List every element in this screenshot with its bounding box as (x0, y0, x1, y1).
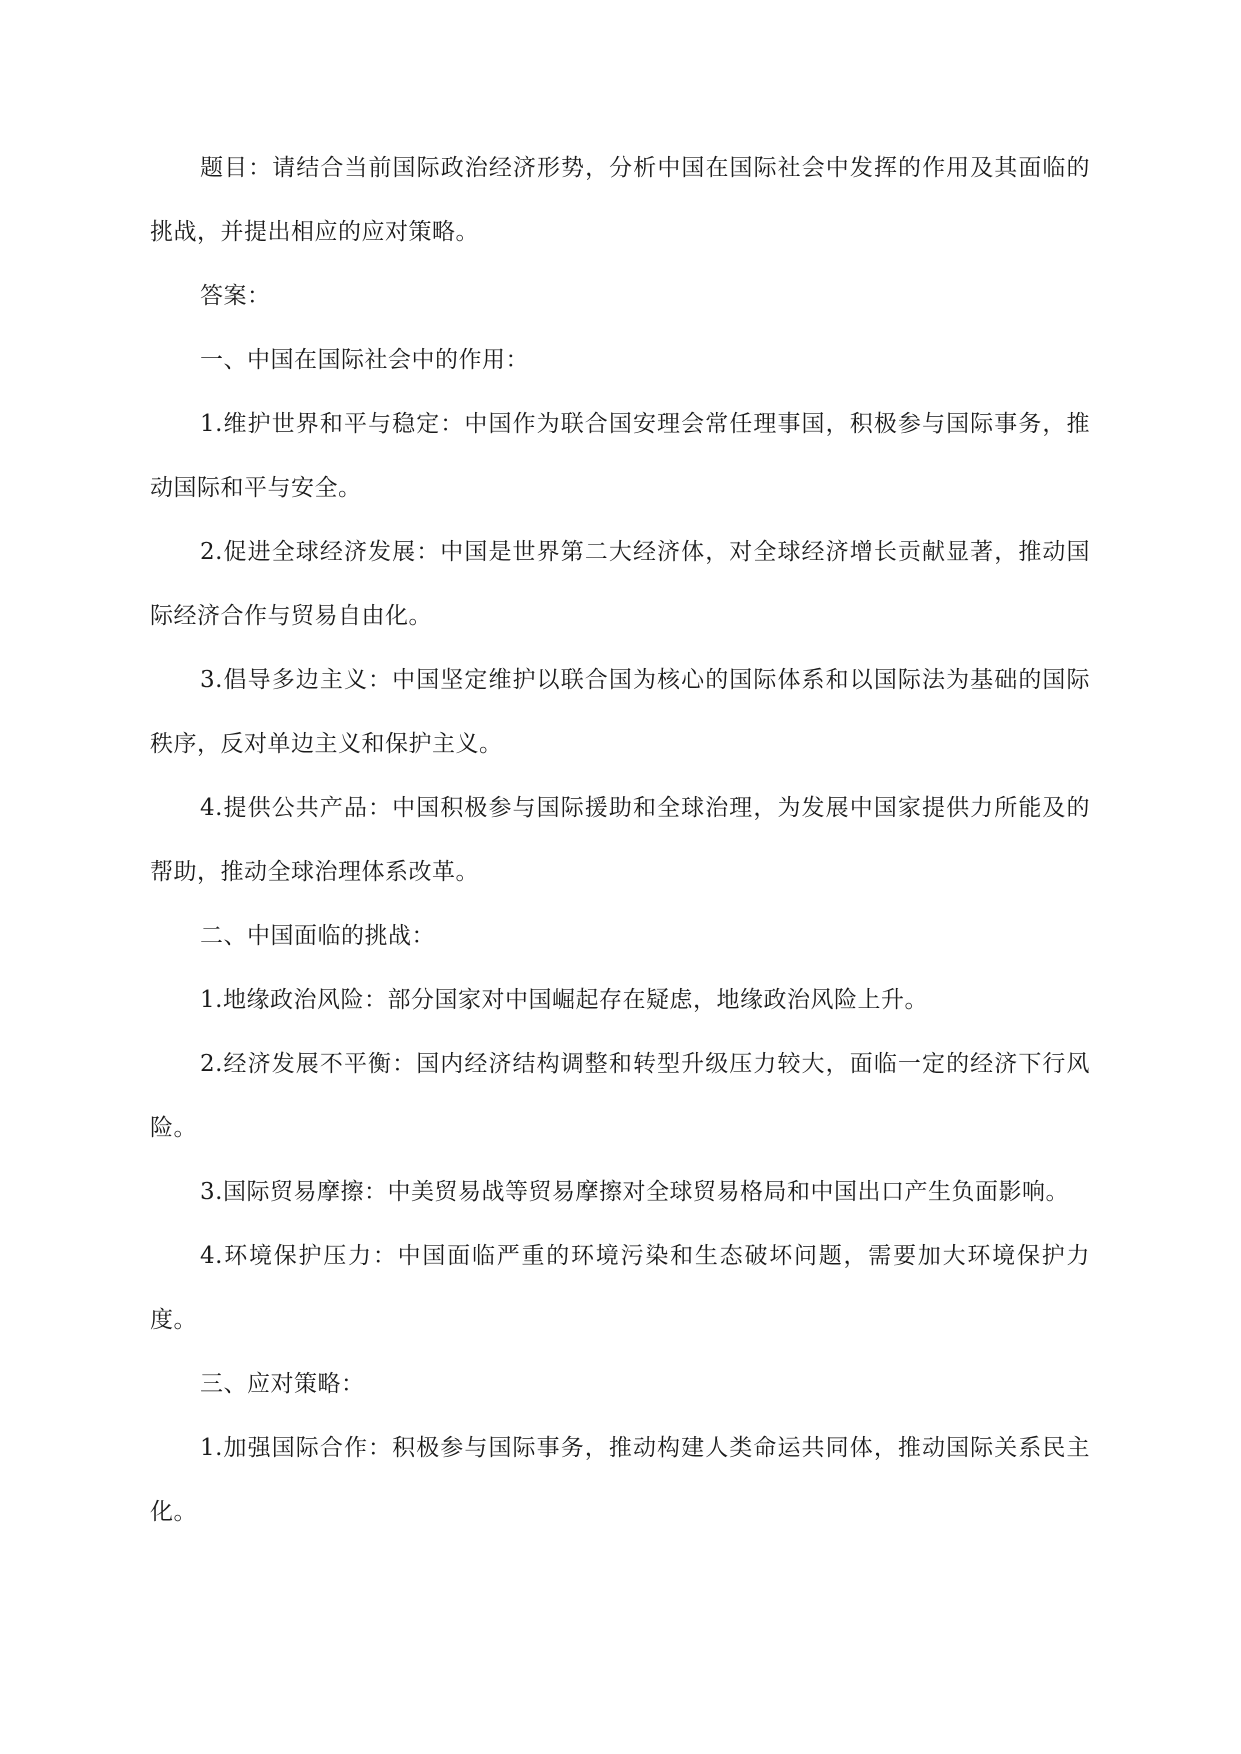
challenges-item-3: 3.国际贸易摩擦：中美贸易战等贸易摩擦对全球贸易格局和中国出口产生负面影响。 (200, 1179, 1069, 1205)
section-heading-roles: 一、中国在国际社会中的作用： (200, 347, 529, 373)
challenges-item-2: 2.经济发展不平衡：国内经济结构调整和转型升级压力较大，面临一定的经济下行风险。 (150, 1051, 1090, 1141)
roles-item-2: 2.促进全球经济发展：中国是世界第二大经济体，对全球经济增长贡献显著，推动国际经济合作与贸易自由化。 (150, 539, 1090, 629)
question-paragraph: 题目：请结合当前国际政治经济形势，分析中国在国际社会中发挥的作用及其面临的挑战，并提出相应的应对策略。 (150, 155, 1090, 245)
section-heading-strategies: 三、应对策略： (200, 1371, 365, 1397)
strategies-item-1: 1.加强国际合作：积极参与国际事务，推动构建人类命运共同体，推动国际关系民主化。 (150, 1435, 1090, 1525)
roles-item-4: 4.提供公共产品：中国积极参与国际援助和全球治理，为发展中国家提供力所能及的帮助，推动全球治理体系改革。 (150, 795, 1090, 885)
roles-item-1: 1.维护世界和平与稳定：中国作为联合国安理会常任理事国，积极参与国际事务，推动国际和平与安全。 (150, 411, 1090, 501)
section-heading-challenges: 二、中国面临的挑战： (200, 923, 435, 949)
answer-label: 答案： (200, 283, 271, 309)
challenges-item-4: 4.环境保护压力：中国面临严重的环境污染和生态破坏问题，需要加大环境保护力度。 (150, 1243, 1090, 1333)
document-page (150, 136, 1090, 1544)
challenges-item-1: 1.地缘政治风险：部分国家对中国崛起存在疑虑，地缘政治风险上升。 (200, 987, 928, 1013)
roles-item-3: 3.倡导多边主义：中国坚定维护以联合国为核心的国际体系和以国际法为基础的国际秩序，反对单边主义和保护主义。 (150, 667, 1090, 757)
